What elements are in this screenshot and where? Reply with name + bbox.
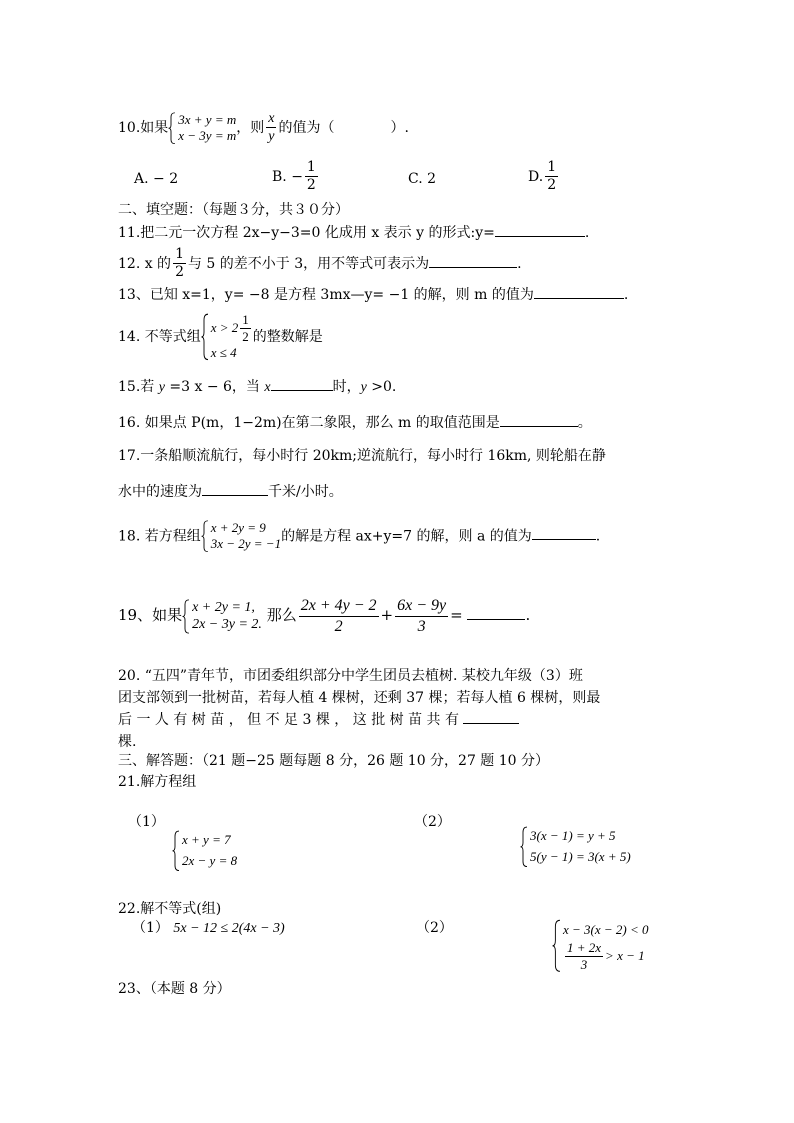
q21-part2-label: （2）	[414, 814, 451, 830]
q22-part1: （1） 5x − 12 ≤ 2(4x − 3)	[132, 920, 285, 936]
answer-blank[interactable]	[495, 236, 585, 237]
q21-title: 21.解方程组	[118, 774, 197, 790]
brace-icon	[172, 830, 180, 872]
q10-suffix: 的值为（ ）.	[278, 119, 409, 136]
q19: 19、如果 x + 2y = 1, 2x − 3y = 2. 那么 $\frac{2x + 4y - 2}{2}$ + $\frac{6x - 9y}{3}$ = .	[118, 597, 531, 635]
answer-blank[interactable]	[429, 267, 517, 268]
q22-title: 22.解不等式(组)	[118, 901, 222, 917]
q23: 23、（本题 8 分）	[118, 981, 231, 997]
brace-icon	[168, 112, 176, 145]
q11: 11.把二元一次方程 2x−y−3=0 化成用 x 表示 y 的形式:y= .	[118, 225, 590, 241]
section2-heading: 二、填空题：（每题３分，共３０分）	[118, 202, 349, 218]
answer-blank[interactable]	[532, 539, 596, 540]
q10-stem	[118, 111, 409, 145]
q13: 13、已知 x=1，y= −8 是方程 3mx—y= −1 的解，则 m 的值为 .	[118, 287, 629, 303]
q10-prefix: 10.如果	[118, 119, 169, 136]
q22-part2-label: （2）	[416, 920, 453, 936]
q14: 14. 不等式组 x > 2 $\frac{1}{2}$ x ≤ 4 的整数解是	[118, 312, 323, 360]
q10-option-c: C. 2	[408, 171, 437, 187]
q10-option-a: A. − 2	[134, 171, 179, 187]
q17-line1: 17.一条船顺流航行，每小时行 20km;逆流航行，每小时行 16km, 则轮船在静	[118, 448, 606, 464]
answer-blank[interactable]	[202, 495, 268, 496]
q12: 12. x 的 $\frac{1}{2}$ 与 5 的差不小于 3，用不等式可表示为 .	[118, 246, 522, 281]
q10-eq1: 3x + y = m	[178, 111, 237, 127]
answer-blank[interactable]	[463, 723, 519, 724]
q16: 16. 如果点 P(m，1−2m)在第二象限，那么 m 的取值范围是 。	[118, 415, 592, 431]
q10-eq2: x − 3y = m	[178, 127, 237, 143]
brace-icon	[201, 313, 209, 361]
brace-icon	[520, 826, 528, 868]
answer-blank[interactable]	[467, 619, 525, 620]
q10-option-b: B. − $\frac{1}{2}$	[272, 159, 316, 194]
q18: 18. 若方程组 x + 2y = 9 3x − 2y = −1 的解是方程 ax+y=7 的解，则 a 的值为 .	[118, 520, 601, 552]
q10-option-d: D. $\frac{1}{2}$	[528, 159, 557, 194]
q20-line1: 20. “五四”青年节，市团委组织部分中学生团员去植树. 某校九年级（3）班	[118, 668, 583, 684]
q20-line3: 后 一 人 有 树 苗 ， 但 不 足 3 棵 ， 这 批 树 苗 共 有	[118, 713, 519, 727]
brace-icon	[182, 599, 190, 634]
q20-line2: 团支部领到一批树苗，若每人植 4 棵树，还剩 37 棵；若每人植 6 棵树，则最	[118, 690, 601, 706]
q21-part2-system: 3(x − 1) = y + 5 5(y − 1) = 3(x + 5)	[520, 826, 631, 868]
q10-fraction: $\frac{x}{y}$	[268, 111, 275, 145]
brace-icon	[201, 520, 209, 553]
brace-icon	[552, 919, 561, 973]
q21-part1-system: x + y = 7 2x − y = 8	[172, 830, 237, 872]
answer-blank[interactable]	[534, 298, 624, 299]
q10-system	[168, 112, 236, 145]
q20-line4: 棵.	[118, 734, 137, 750]
q10-middle: ，则	[236, 119, 265, 136]
section3-heading: 三、解答题：（21 题−25 题每题 8 分，26 题 10 分，27 题 10 分）	[118, 753, 550, 769]
answer-blank[interactable]	[271, 390, 333, 391]
q21-part1-label: （1）	[128, 814, 165, 830]
q22-part2-system: x − 3(x − 2) < 0 $\frac{1 + 2x}{3}$ > x − 1	[552, 919, 649, 973]
q17-line2: 水中的速度为 千米/小时。	[118, 484, 343, 500]
q15: 15.若 y =3 x − 6，当 x 时，y >0.	[118, 379, 397, 395]
answer-blank[interactable]	[500, 426, 578, 427]
